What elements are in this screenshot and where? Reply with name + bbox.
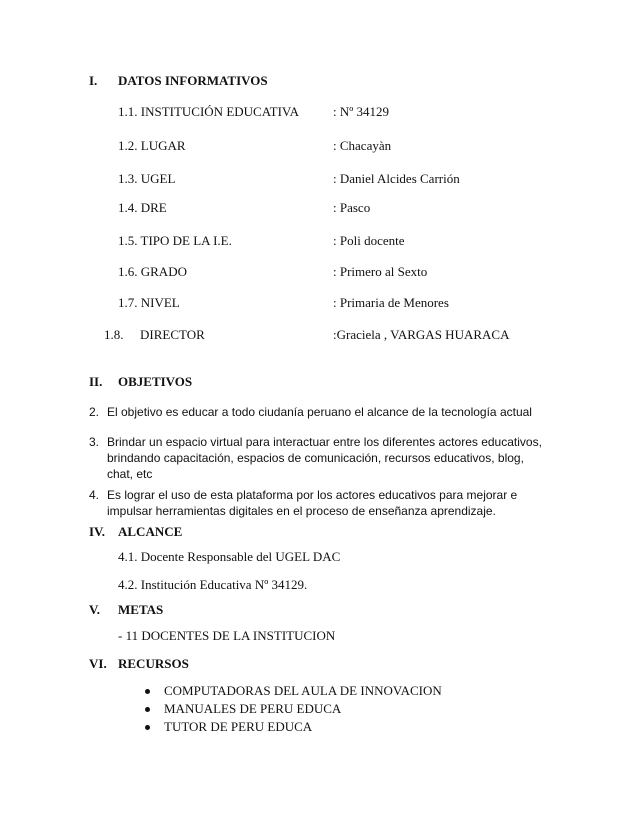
info-label-ugel: 1.3. UGEL: [118, 171, 176, 186]
section-6-number: VI.: [89, 656, 107, 671]
info-value-nivel: : Primaria de Menores: [333, 295, 449, 310]
info-label-grado: 1.6. GRADO: [118, 264, 187, 279]
objective-text: Es lograr el uso de esta plataforma por los actores educativos para mejorar e impulsar herramientas digitales en el proceso de enseñanza aprendizaje.: [107, 488, 518, 518]
objective-number: 2.: [89, 405, 100, 419]
bullet-icon: [145, 707, 150, 712]
info-value-dre: : Pasco: [333, 200, 371, 215]
bullet-icon: [145, 725, 150, 730]
info-label-director: DIRECTOR: [140, 327, 205, 342]
objective-number: 3.: [89, 435, 100, 449]
scope-item: 4.2. Institución Educativa Nº 34129.: [118, 577, 308, 592]
info-value-grado: : Primero al Sexto: [333, 264, 428, 279]
scope-item: 4.1. Docente Responsable del UGEL DAC: [118, 549, 341, 564]
info-value-lugar: : Chacayàn: [333, 138, 392, 153]
info-value-tipo: : Poli docente: [333, 233, 405, 248]
section-5-number: V.: [89, 602, 100, 617]
info-value-institucion: : Nº 34129: [333, 104, 390, 119]
goal-item: - 11 DOCENTES DE LA INSTITUCION: [118, 628, 336, 643]
resource-item: TUTOR DE PERU EDUCA: [164, 719, 313, 734]
info-number-director: 1.8.: [104, 327, 124, 342]
section-2-number: II.: [89, 374, 103, 389]
objective-text: Brindar un espacio virtual para interactuar entre los diferentes actores educativos, brindando capacitación, espacios de comunicación, recursos educativos, blog, chat, etc: [107, 435, 542, 481]
objective-number: 4.: [89, 488, 100, 502]
info-value-director: :Graciela , VARGAS HUARACA: [333, 327, 510, 342]
section-5-title: METAS: [118, 602, 164, 617]
info-label-lugar: 1.2. LUGAR: [118, 138, 186, 153]
objective-text: El objetivo es educar a todo ciudanía peruano el alcance de la tecnología actual: [107, 405, 532, 419]
section-4-number: IV.: [89, 524, 106, 539]
info-label-nivel: 1.7. NIVEL: [118, 295, 180, 310]
resource-item: MANUALES DE PERU EDUCA: [164, 701, 342, 716]
info-label-dre: 1.4. DRE: [118, 200, 167, 215]
section-1-number: I.: [89, 73, 98, 88]
section-1-title: DATOS INFORMATIVOS: [118, 73, 268, 88]
info-label-tipo: 1.5. TIPO DE LA I.E.: [118, 233, 232, 248]
bullet-icon: [145, 689, 150, 694]
section-4-title: ALCANCE: [118, 524, 183, 539]
info-label-institucion: 1.1. INSTITUCIÓN EDUCATIVA: [118, 104, 300, 119]
info-value-ugel: : Daniel Alcides Carrión: [333, 171, 460, 186]
resource-item: COMPUTADORAS DEL AULA DE INNOVACION: [164, 683, 442, 698]
section-2-title: OBJETIVOS: [118, 374, 193, 389]
section-6-title: RECURSOS: [118, 656, 189, 671]
